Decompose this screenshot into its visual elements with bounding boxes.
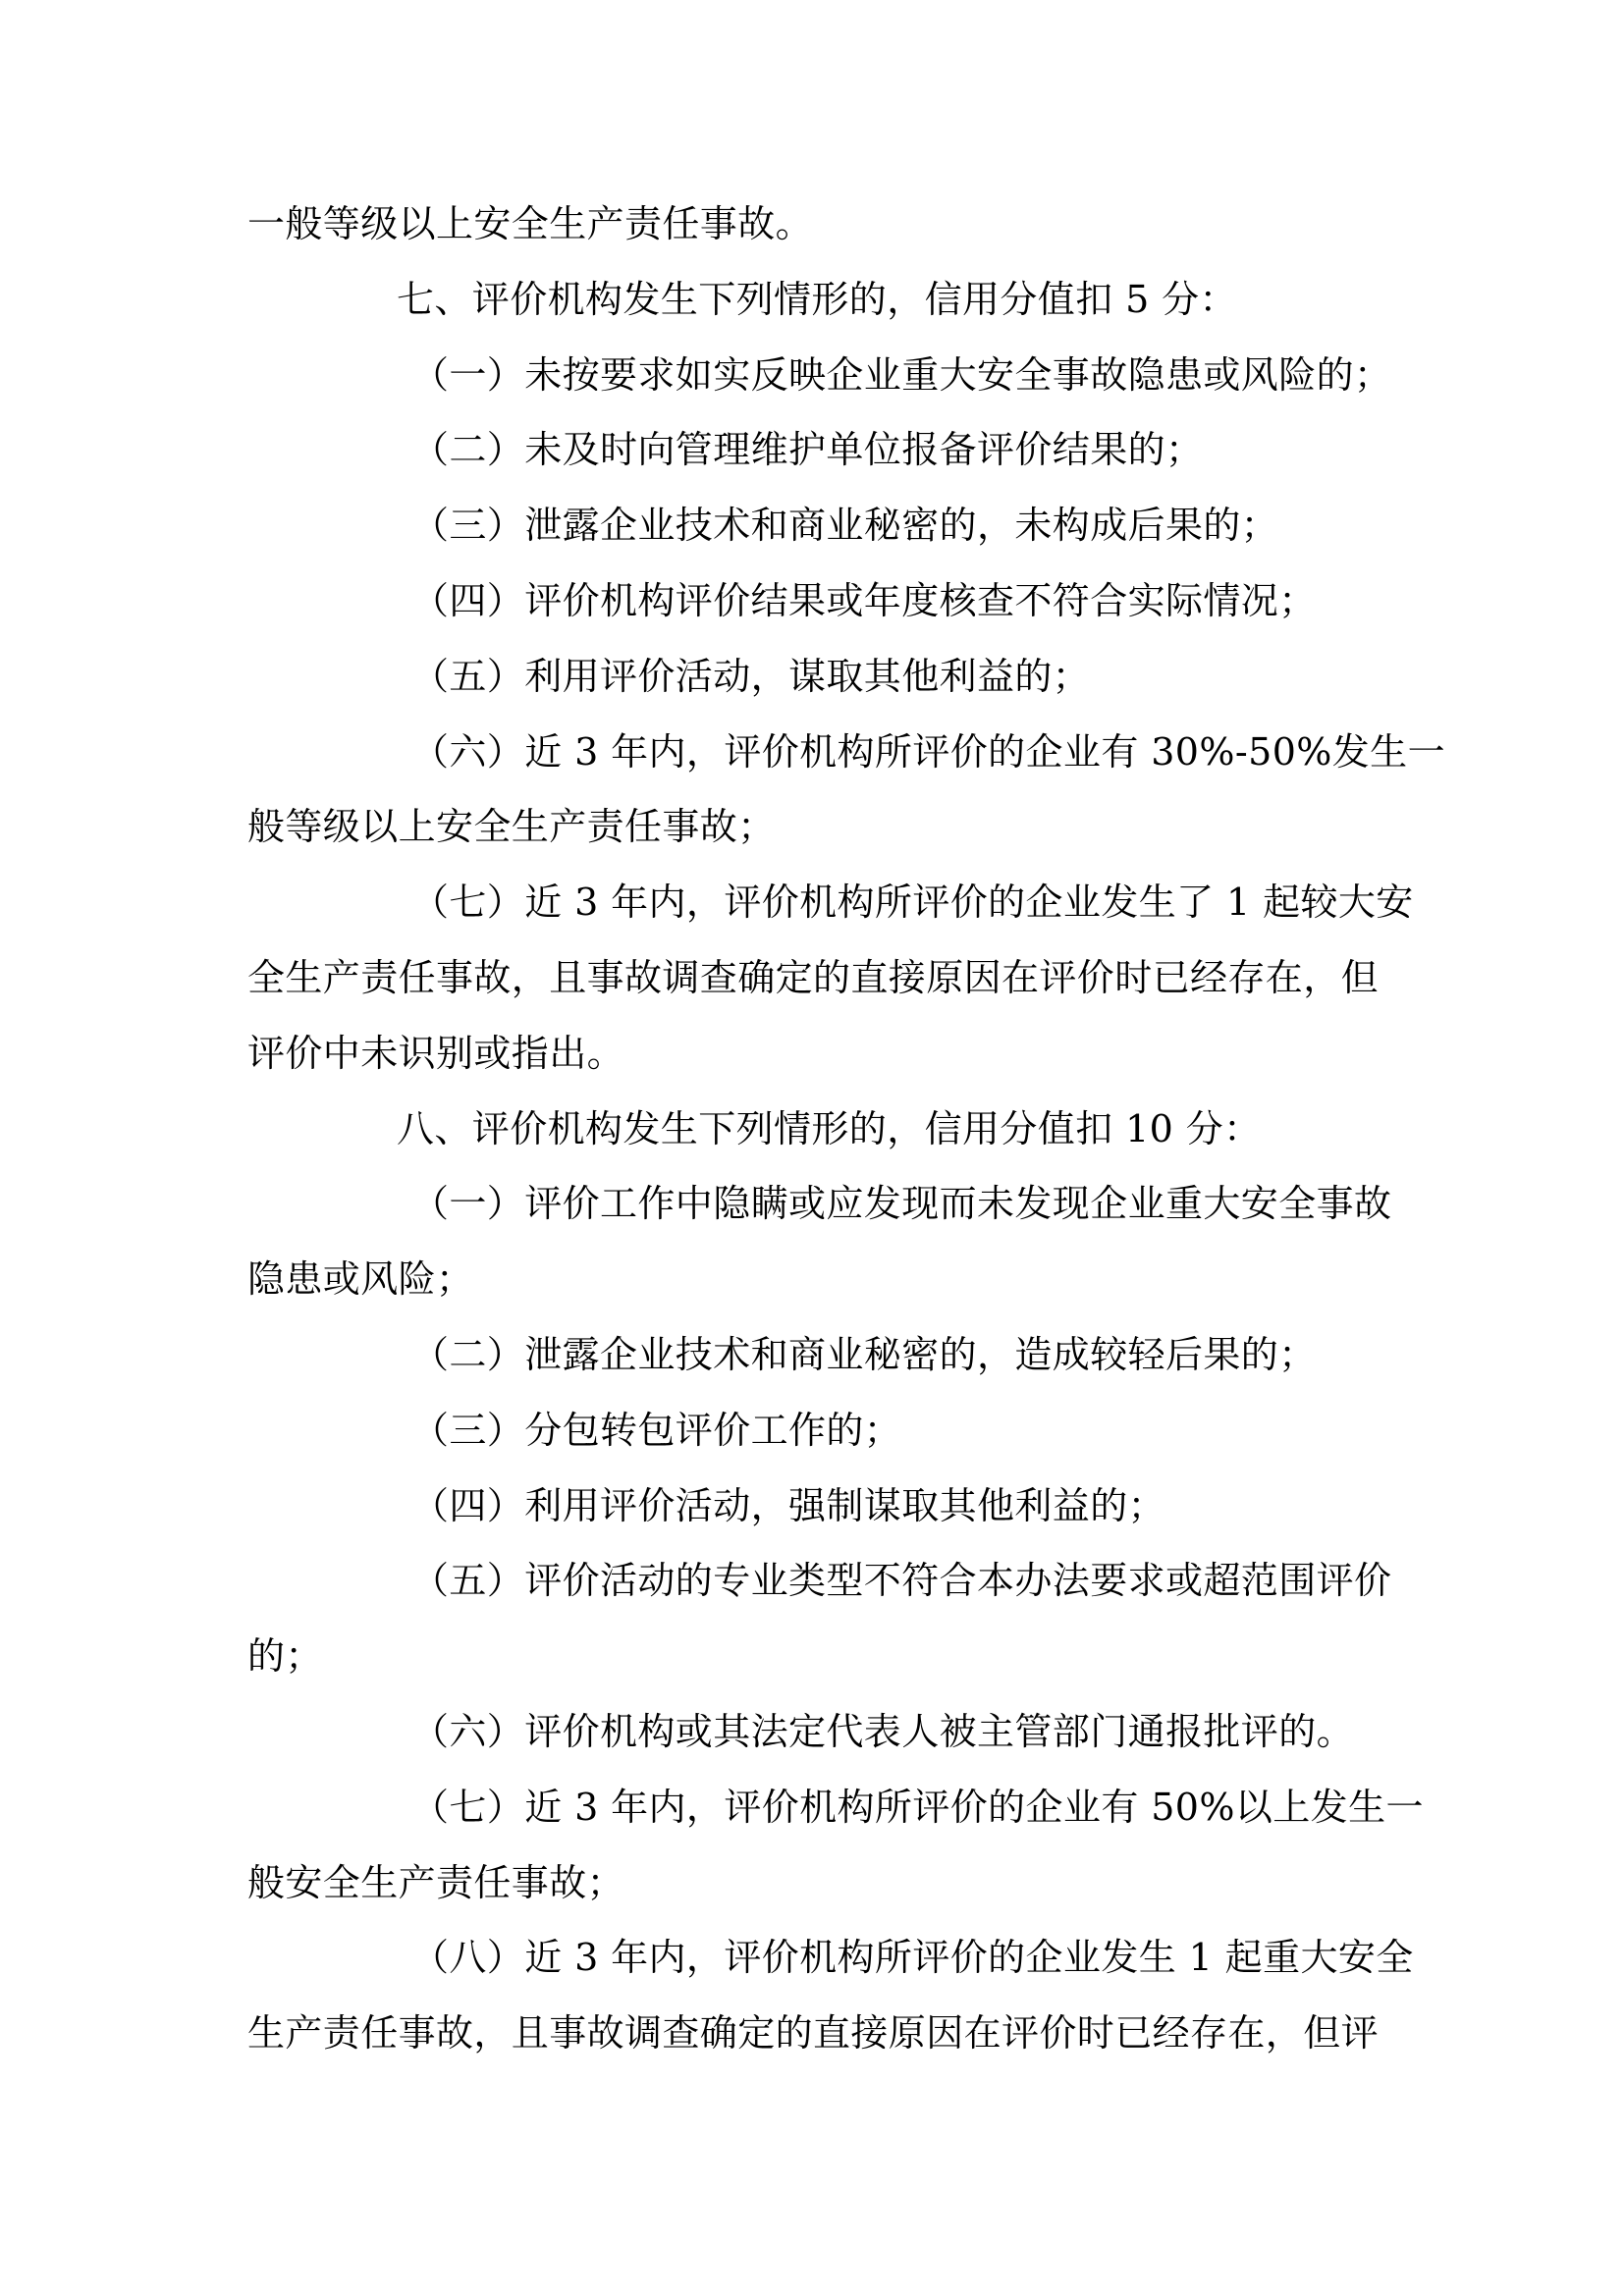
clause-8-8: （八）近 3 年内，评价机构所评价的企业发生 1 起重大安全 xyxy=(411,1936,1414,1980)
section-heading-seven: 七、评价机构发生下列情形的，信用分值扣 5 分： xyxy=(397,277,1237,321)
clause-7-7: （七）近 3 年内，评价机构所评价的企业发生了 1 起较大安 xyxy=(411,881,1414,925)
clause-8-4: （四）利用评价活动，强制谋取其他利益的； xyxy=(411,1483,1166,1527)
clause-7-2: （二）未及时向管理维护单位报备评价结果的； xyxy=(411,428,1204,472)
section-heading-eight: 八、评价机构发生下列情形的，信用分值扣 10 分： xyxy=(397,1106,1262,1150)
clause-8-1: （一）评价工作中隐瞒或应发现而未发现企业重大安全事故 xyxy=(411,1182,1392,1226)
clause-7-4: （四）评价机构评价结果或年度核查不符合实际情况； xyxy=(411,578,1317,622)
clause-8-2: （二）泄露企业技术和商业秘密的，造成较轻后果的； xyxy=(411,1332,1317,1376)
text-line-continuation: 一般等级以上安全生产责任事故。 xyxy=(247,202,814,245)
clause-7-6-continuation: 般等级以上安全生产责任事故； xyxy=(247,805,776,849)
clause-7-7-continuation-1: 全生产责任事故，且事故调查确定的直接原因在评价时已经存在，但 xyxy=(247,955,1380,999)
clause-7-5: （五）利用评价活动，谋取其他利益的； xyxy=(411,654,1091,698)
clause-8-8-continuation: 生产责任事故，且事故调查确定的直接原因在评价时已经存在，但评 xyxy=(247,2011,1380,2056)
clause-8-7: （七）近 3 年内，评价机构所评价的企业有 50%以上发生一 xyxy=(411,1785,1424,1829)
clause-8-7-continuation: 般安全生产责任事故； xyxy=(247,1860,625,1904)
clause-8-1-continuation: 隐患或风险； xyxy=(247,1257,474,1302)
clause-8-5: （五）评价活动的专业类型不符合本办法要求或超范围评价 xyxy=(411,1559,1392,1603)
clause-7-3: （三）泄露企业技术和商业秘密的，未构成后果的； xyxy=(411,504,1279,548)
clause-8-5-continuation: 的； xyxy=(247,1634,323,1679)
document-body xyxy=(247,187,1445,2071)
clause-7-7-continuation-2: 评价中未识别或指出。 xyxy=(247,1031,625,1075)
clause-7-1: （一）未按要求如实反映企业重大安全事故隐患或风险的； xyxy=(411,352,1392,397)
clause-8-6: （六）评价机构或其法定代表人被主管部门通报批评的。 xyxy=(411,1709,1355,1753)
clause-8-3: （三）分包转包评价工作的； xyxy=(411,1408,902,1452)
clause-7-6: （六）近 3 年内，评价机构所评价的企业有 30%-50%发生一 xyxy=(411,729,1445,774)
